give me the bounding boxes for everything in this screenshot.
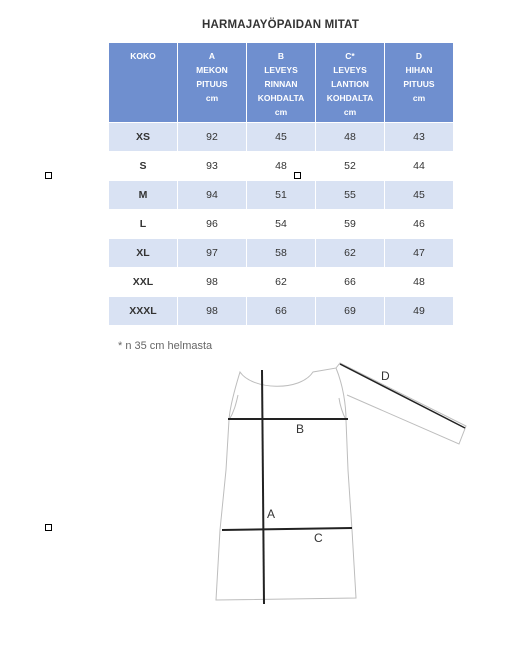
value-cell: 62 xyxy=(316,239,385,268)
header-line: KOHDALTA xyxy=(326,93,374,103)
value-cell: 47 xyxy=(385,239,454,268)
header-line: LEVEYS xyxy=(264,65,298,75)
header-line: LEVEYS xyxy=(333,65,367,75)
header-line: RINNAN xyxy=(264,79,298,89)
header-line: cm xyxy=(412,93,426,103)
value-cell: 96 xyxy=(178,210,247,239)
size-cell: XL xyxy=(109,239,178,268)
value-cell: 49 xyxy=(385,297,454,326)
header-line: KOKO xyxy=(130,51,156,61)
value-cell: 92 xyxy=(178,123,247,152)
size-cell: XXL xyxy=(109,268,178,297)
value-cell: 46 xyxy=(385,210,454,239)
header-line: KOHDALTA xyxy=(257,93,305,103)
label-d: D xyxy=(381,369,390,383)
value-cell: 55 xyxy=(316,181,385,210)
value-cell: 45 xyxy=(385,181,454,210)
header-line: HIHAN xyxy=(405,65,433,75)
header-line: PITUUS xyxy=(403,79,435,89)
measure-line-d xyxy=(340,364,465,428)
header-line: cm xyxy=(343,107,357,117)
value-cell: 66 xyxy=(247,297,316,326)
value-cell: 44 xyxy=(385,152,454,181)
label-a: A xyxy=(267,507,276,521)
size-cell: M xyxy=(109,181,178,210)
value-cell: 62 xyxy=(247,268,316,297)
value-cell: 94 xyxy=(178,181,247,210)
value-cell: 98 xyxy=(178,297,247,326)
header-line: MEKON xyxy=(196,65,228,75)
size-cell: XXXL xyxy=(109,297,178,326)
header-line: A xyxy=(208,51,216,61)
header-line: C* xyxy=(345,51,355,61)
header-line: B xyxy=(277,51,285,61)
value-cell: 93 xyxy=(178,152,247,181)
measure-line-a xyxy=(262,370,264,604)
size-cell: S xyxy=(109,152,178,181)
value-cell: 48 xyxy=(385,268,454,297)
sleeve-outline xyxy=(336,363,466,444)
label-b: B xyxy=(296,422,305,436)
value-cell: 48 xyxy=(316,123,385,152)
dress-outline xyxy=(216,368,356,600)
measure-line-c xyxy=(222,528,352,530)
size-cell: L xyxy=(109,210,178,239)
value-cell: 66 xyxy=(316,268,385,297)
size-cell: XS xyxy=(109,123,178,152)
header-line: PITUUS xyxy=(196,79,228,89)
footnote: * n 35 cm helmasta xyxy=(118,340,213,352)
label-c: C xyxy=(314,531,323,545)
header-line: cm xyxy=(274,107,288,117)
value-cell: 97 xyxy=(178,239,247,268)
header-line: cm xyxy=(205,93,219,103)
value-cell: 43 xyxy=(385,123,454,152)
value-cell: 52 xyxy=(316,152,385,181)
value-cell: 59 xyxy=(316,210,385,239)
value-cell: 54 xyxy=(247,210,316,239)
value-cell: 45 xyxy=(247,123,316,152)
value-cell: 69 xyxy=(316,297,385,326)
value-cell: 58 xyxy=(247,239,316,268)
value-cell: 48 xyxy=(247,152,316,181)
header-line: D xyxy=(415,51,423,61)
page-title: HARMAJAYÖPAIDAN MITAT xyxy=(201,19,360,31)
value-cell: 98 xyxy=(178,268,247,297)
header-line: LANTION xyxy=(331,79,369,89)
value-cell: 51 xyxy=(247,181,316,210)
